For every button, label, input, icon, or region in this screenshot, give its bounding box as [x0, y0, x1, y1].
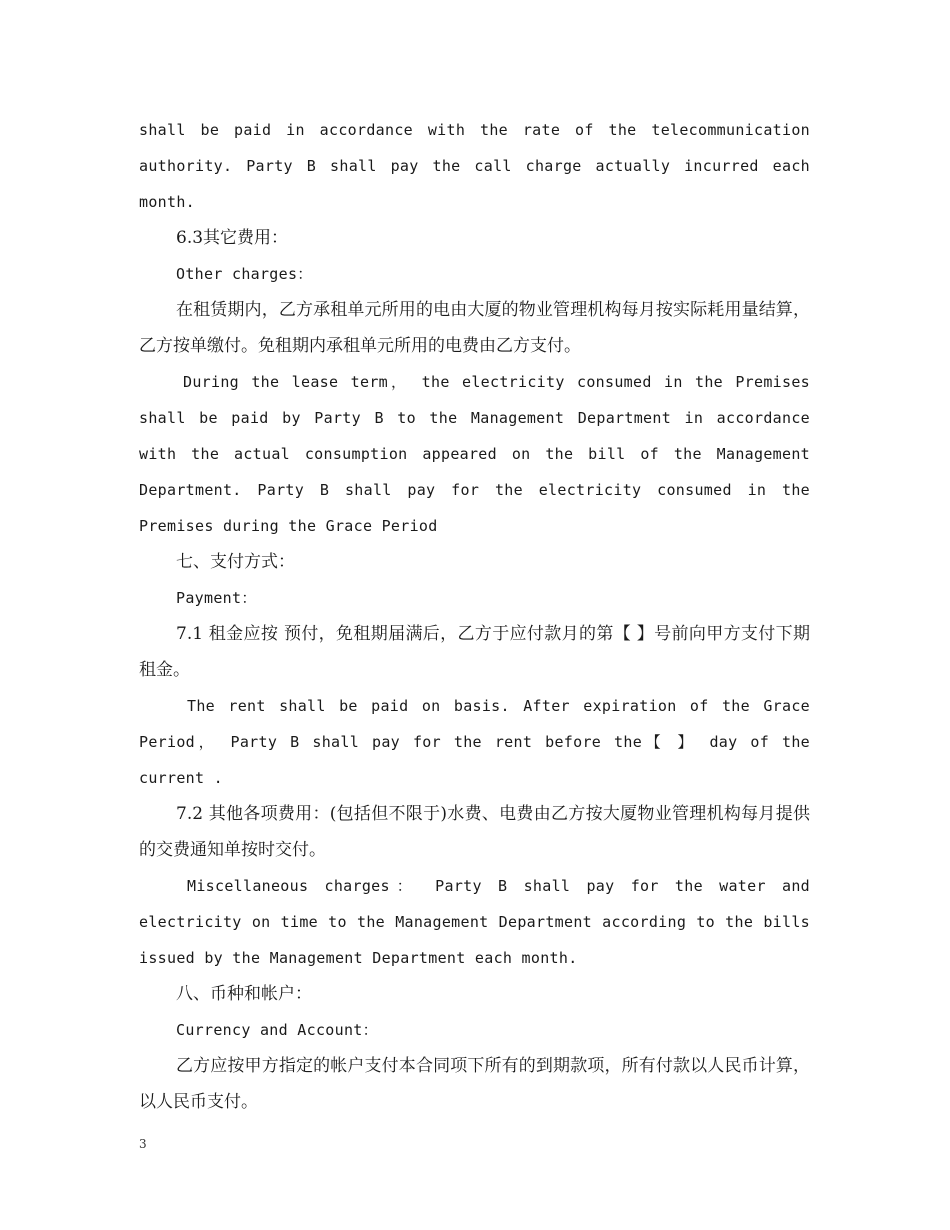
- section-heading-payment-zh: 七、支付方式：: [176, 552, 295, 572]
- paragraph-currency-zh: 乙方应按甲方指定的帐户支付本合同项下所有的到期款项，所有付款以人民币计算，以人民币支付。: [139, 1056, 810, 1112]
- paragraph-electricity-en: During the lease term， the electricity consumed in the Premises shall be paid by Party B to the Management Department in accordance with the actual consumption appeared on the bill of the Management Department. Party B shall pay for the electricity consumed in the Premises during the Grace Period: [139, 373, 810, 535]
- paragraph-misc-charges-zh: 7.2 其他各项费用：(包括但不限于)水费、电费由乙方按大厦物业管理机构每月提供的交费通知单按时交付。: [139, 804, 810, 860]
- section-heading-other-charges: Other charges：: [176, 265, 313, 283]
- section-heading-currency-en: Currency and Account：: [176, 1021, 378, 1039]
- section-heading-currency-zh: 八、币种和帐户：: [176, 984, 312, 1004]
- paragraph-rent-en: The rent shall be paid on basis. After expiration of the Grace Period， Party B shall pay for the rent before the【 】 day of the current .: [139, 697, 810, 787]
- paragraph-rent-zh: 7.1 租金应按 预付，免租期届满后，乙方于应付款月的第【 】号前向甲方支付下期租金。: [139, 624, 810, 680]
- section-heading-payment-en: Payment：: [176, 589, 257, 607]
- document-page: [139, 112, 810, 1120]
- section-heading-6-3: 6.3其它费用：: [176, 228, 289, 248]
- paragraph-misc-charges-en: Miscellaneous charges： Party B shall pay for the water and electricity on time to the Management Department according to the bills issued by the Management Department each month.: [139, 877, 810, 967]
- page-number: 3: [139, 1137, 147, 1151]
- paragraph-electricity-zh: 在租赁期内，乙方承租单元所用的电由大厦的物业管理机构每月按实际耗用量结算，乙方按单缴付。免租期内承租单元所用的电费由乙方支付。: [139, 300, 810, 356]
- paragraph-telecom-charge: shall be paid in accordance with the rate of the telecommunication authority. Party B shall pay the call charge actually incurred each month.: [139, 121, 810, 211]
